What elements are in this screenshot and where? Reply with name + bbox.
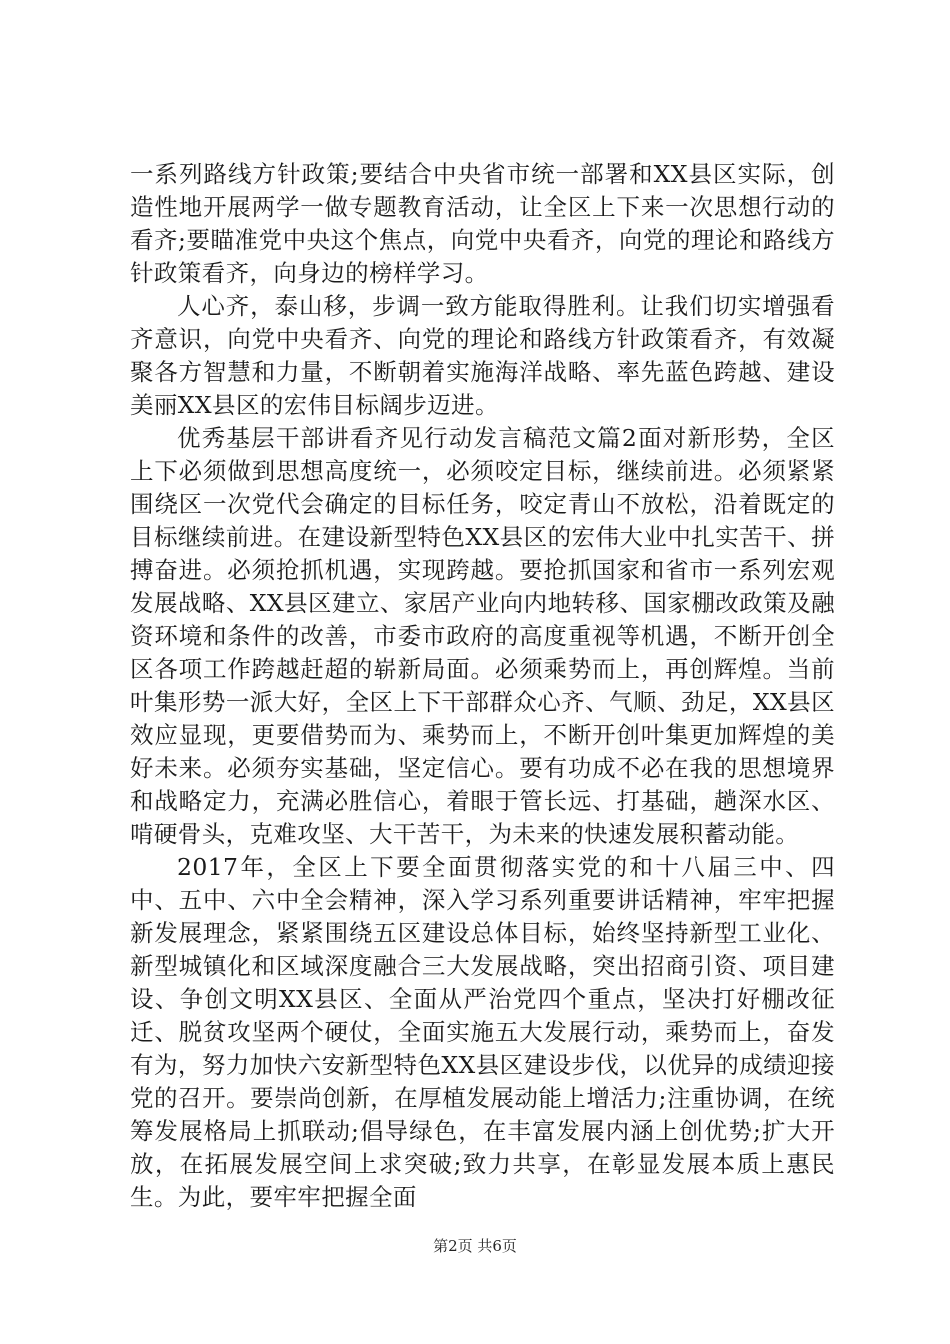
paragraph-continuation: 一系列路线方针政策;要结合中央省市统一部署和XX县区实际，创造性地开展两学一做专题教育活动，让全区上下来一次思想行动的看齐;要瞄准党中央这个焦点，向党中央看齐，向党的理论和路线方针政策看齐，向身边的榜样学习。 bbox=[130, 160, 835, 287]
paragraph: 2017年，全区上下要全面贯彻落实党的和十八届三中、四中、五中、六中全会精神，深入学习系列重要讲话精神，牢牢把握新发展理念，紧紧围绕五区建设总体目标，始终坚持新型工业化、新型城镇化和区域深度融合三大发展战略，突出招商引资、项目建设、争创文明XX县区、全面从严治党四个重点，坚决打好棚改征迁、脱贫攻坚两个硬仗，全面实施五大发展行动，乘势而上，奋发有为，努力加快六安新型特色XX县区建设步伐，以优异的成绩迎接党的召开。要崇尚创新，在厚植发展动能上增活力;注重协调，在统筹发展格局上抓联动;倡导绿色，在丰富发展内涵上创优势;扩大开放，在拓展发展空间上求突破;致力共享，在彰显发展本质上惠民生。为此，要牢牢把握全面 bbox=[130, 853, 835, 1211]
document-body bbox=[130, 158, 835, 1214]
paragraph: 优秀基层干部讲看齐见行动发言稿范文篇2面对新形势，全区上下必须做到思想高度统一，必须咬定目标，继续前进。必须紧紧围绕区一次党代会确定的目标任务，咬定青山不放松，沿着既定的目标继续前进。在建设新型特色XX县区的宏伟大业中扎实苦干、拼搏奋进。必须抢抓机遇，实现跨越。要抢抓国家和省市一系列宏观发展战略、XX县区建立、家居产业向内地转移、国家棚改政策及融资环境和条件的改善，市委市政府的高度重视等机遇，不断开创全区各项工作跨越赶超的崭新局面。必须乘势而上，再创辉煌。当前叶集形势一派大好，全区上下干部群众心齐、气顺、劲足，XX县区效应显现，更要借势而为、乘势而上，不断开创叶集更加辉煌的美好未来。必须夯实基础，坚定信心。要有功成不必在我的思想境界和战略定力，充满必胜信心，着眼于管长远、打基础，趟深水区、啃硬骨头，克难攻坚、大干苦干，为未来的快速发展积蓄动能。 bbox=[130, 424, 835, 848]
page-footer: 第2页 共6页 bbox=[433, 1237, 517, 1255]
paragraph: 人心齐，泰山移，步调一致方能取得胜利。让我们切实增强看齐意识，向党中央看齐、向党的理论和路线方针政策看齐，有效凝聚各方智慧和力量，不断朝着实施海洋战略、率先蓝色跨越、建设美丽XX县区的宏伟目标阔步迈进。 bbox=[130, 292, 835, 419]
